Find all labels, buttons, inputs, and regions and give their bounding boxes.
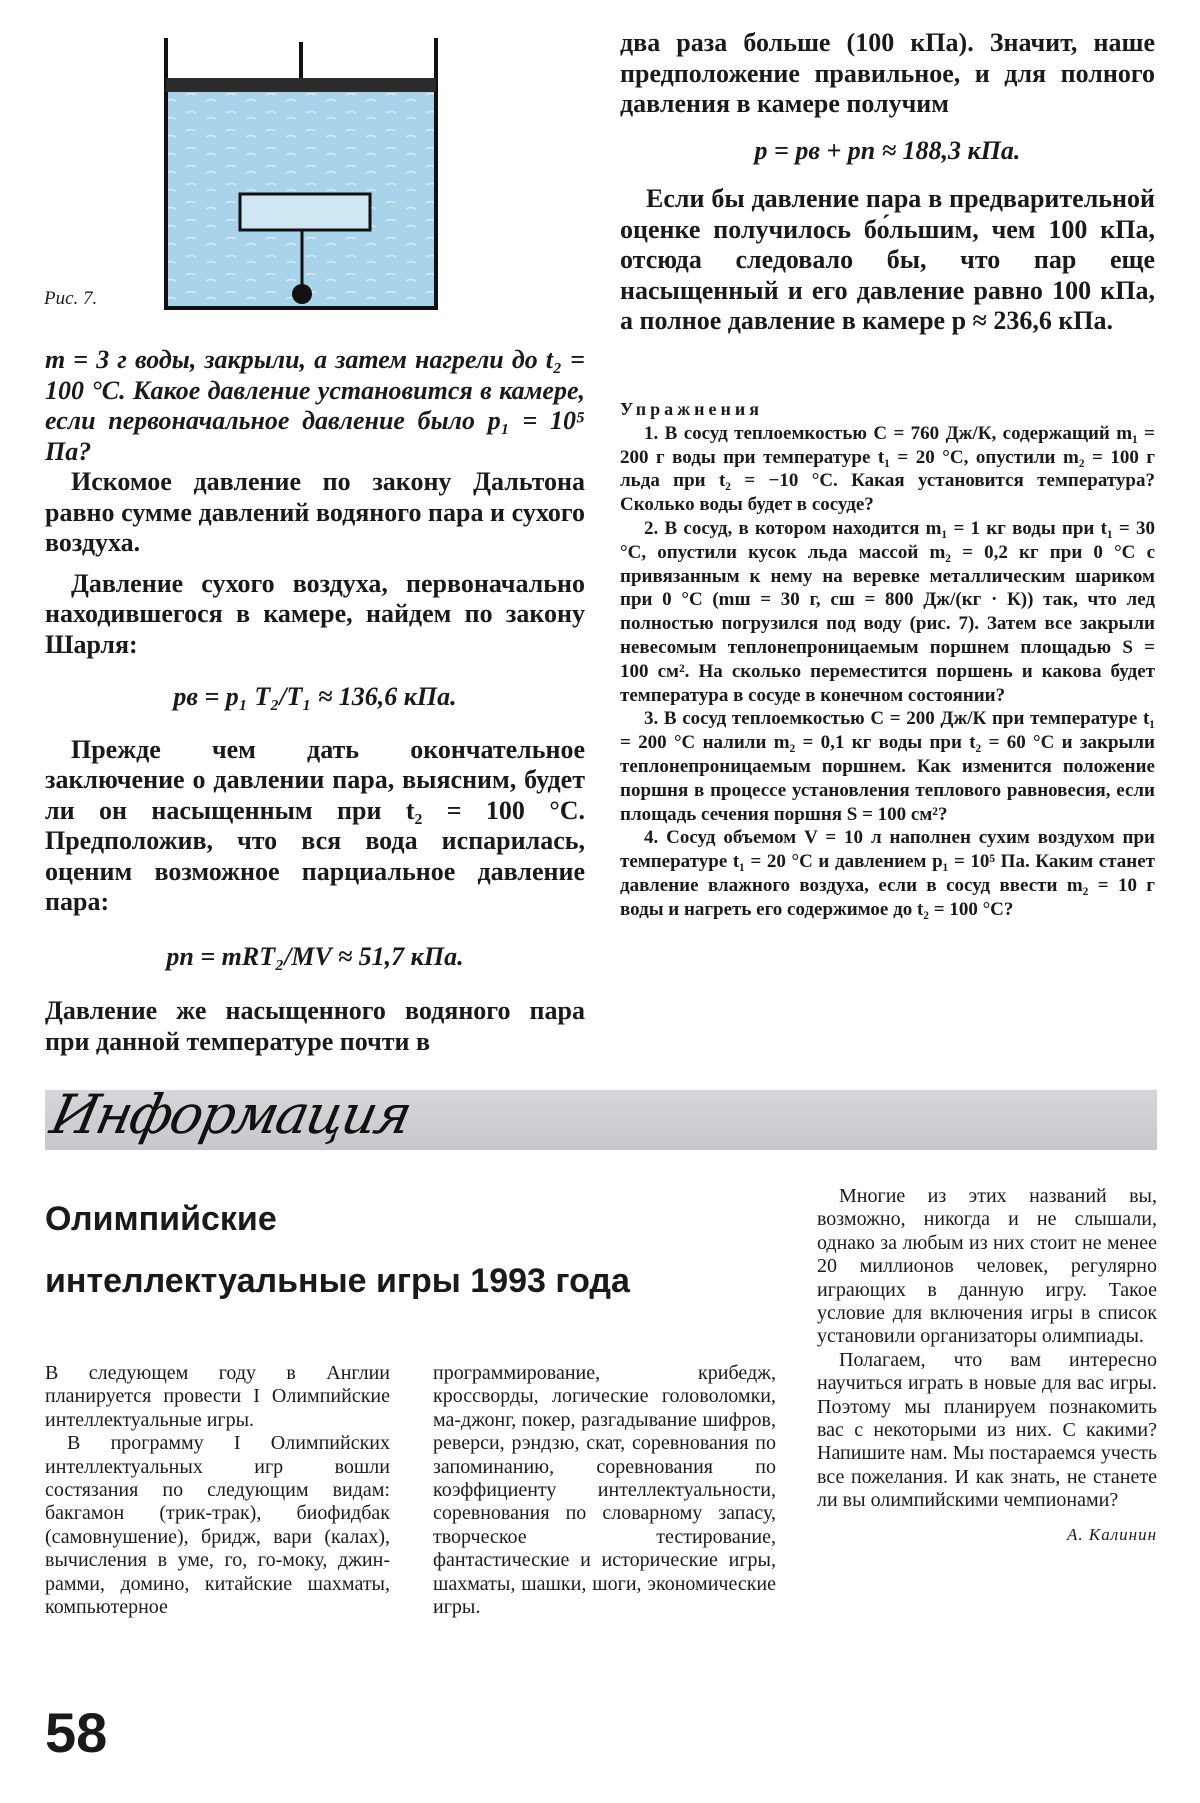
exercise-1: 1. В сосуд теплоемкостью C = 760 Дж/К, содержащий m₁ = 200 г воды при температуре t₁ = 20 °С, опустили m₂ = 100 г льда при t₂ = −10 °С. Какая установится температура? Сколько воды будет в сосуде?: [620, 422, 1155, 516]
paragraph: Давление же насыщенного водяного пара при данной температуре почти в: [45, 996, 585, 1056]
paragraph: программирование, крибедж, кроссворды, логические головоломки, ма-джонг, покер, разгадывание шифров, реверси, рэндзю, скат, соревнования по запоминанию, соревнования по коэффициенту интеллектуальности, соревнования по словарному запасу, творческое тестирование, фантастические и исторические игры, шахматы, шашки, шоги, экономические игры.: [433, 1362, 776, 1619]
paragraph: Полагаем, что вам интересно научиться играть в новые для вас игры. Поэтому мы планируем познакомить вас с некоторыми из них. С какими? Напишите нам. Мы постараемся учесть все пожелания. И как знать, не станете ли вы олимпийскими чемпионами?: [817, 1348, 1157, 1512]
exercises-block: [620, 398, 1155, 922]
vessel-diagram: [162, 38, 440, 310]
paragraph: два раза больше (100 кПа). Значит, наше предположение правильное, и для полного давления в камере получим: [620, 28, 1155, 118]
left-top-column: [45, 345, 585, 1057]
paragraph: Если бы давление пара в предварительной оценке получилось бо́льшим, чем 100 кПа, отсюда следовало бы, что пар еще насыщенный и его давление равно 100 кПа, а полное давление в камере p ≈ 236,6 кПа.: [620, 184, 1155, 335]
formula-vapor: pп = mRT₂/MV ≈ 51,7 кПа.: [166, 941, 464, 971]
paragraph: В программу I Олимпийских интеллектуальных игр вошли состязания по следующим видам: бакгамон (трик-трак), биофидбак (самовнушение), бридж, вари (калах), вычисления в уме, го, го-моку, джин-рамми, домино, китайские шахматы, компьютерное: [45, 1432, 390, 1619]
paragraph: Многие из этих названий вы, возможно, никогда и не слышали, однако за любым из них стоит не менее 20 миллионов человек, регулярно играющих в данную игру. Такое условие для включения игры в список установили организаторы олимпиады.: [817, 1185, 1157, 1348]
figure-caption: Рис. 7.: [44, 288, 98, 309]
article-column-3: [817, 1185, 1157, 1546]
article-title-line-2: интеллектуальные игры 1993 года: [45, 1262, 630, 1300]
banner-word: Информация: [45, 1083, 416, 1146]
author-signature: А. Калинин: [1067, 1524, 1157, 1544]
exercise-4: 4. Сосуд объемом V = 10 л наполнен сухим воздухом при температуре t₁ = 20 °С и давлением p₁ = 10⁵ Па. Каким станет давление влажного воздуха, если в сосуд ввести m₂ = 10 г воды и нагреть его содержимое до t₂ = 100 °С?: [620, 827, 1155, 920]
problem-text: m = 3 г воды, закрыли, а затем нагрели до t₂ = 100 °С. Какое давление установится в камере, если первоначальное давление было p₁ = 10⁵ Па?: [45, 345, 585, 466]
exercise-3: 3. В сосуд теплоемкостью C = 200 Дж/К при температуре t₁ = 200 °С налили m₂ = 0,1 кг воды при t₂ = 60 °С и закрыли теплонепроницаемым поршнем. Как изменится положение поршня в процессе установления теплового равновесия, если площадь сечения поршня S = 100 см²?: [620, 708, 1155, 825]
exercise-2: 2. В сосуд, в котором находится m₁ = 1 кг воды при t₁ = 30 °С, опустили кусок льда массой m₂ = 0,2 кг при 0 °С с привязанным к нему на веревке металлическим шариком при 0 °С (mш = 30 г, cш = 800 Дж/(кг · К)) так, что лед полностью погрузился под воду (рис. 7). Затем все закрыли невесомым теплонепроницаемым поршнем площадью S = 100 см². На сколько переместится поршень и какова будет температура в сосуде в конечном состоянии?: [620, 517, 1155, 706]
paragraph: Давление сухого воздуха, первоначально находившегося в камере, найдем по закону Шарля:: [45, 568, 585, 659]
paragraph: Искомое давление по закону Дальтона равно сумме давлений водяного пара и сухого воздуха.: [45, 467, 585, 557]
right-top-column: [620, 28, 1155, 337]
paragraph: В следующем году в Англии планируется провести I Олимпийские интеллектуальные игры.: [45, 1362, 390, 1431]
article-title: [45, 1188, 630, 1312]
article-column-2: [433, 1362, 776, 1619]
article-column-1: [45, 1362, 390, 1619]
figure-7: [162, 38, 440, 310]
article-title-line-1: Олимпийские: [45, 1200, 277, 1238]
page-number: 58: [45, 1701, 108, 1764]
exercises-title: Упражнения: [620, 399, 764, 419]
formula-charles: pв = p₁ T₂/T₁ ≈ 136,6 кПа.: [173, 682, 457, 711]
paragraph: Прежде чем дать окончательное заключение о давлении пара, выясним, будет ли он насыщенным при t₂ = 100 °С. Предположив, что вся вода испарилась, оценим возможное парциальное давление пара:: [45, 734, 585, 916]
formula-total: p = pв + pп ≈ 188,3 кПа.: [754, 135, 1021, 165]
